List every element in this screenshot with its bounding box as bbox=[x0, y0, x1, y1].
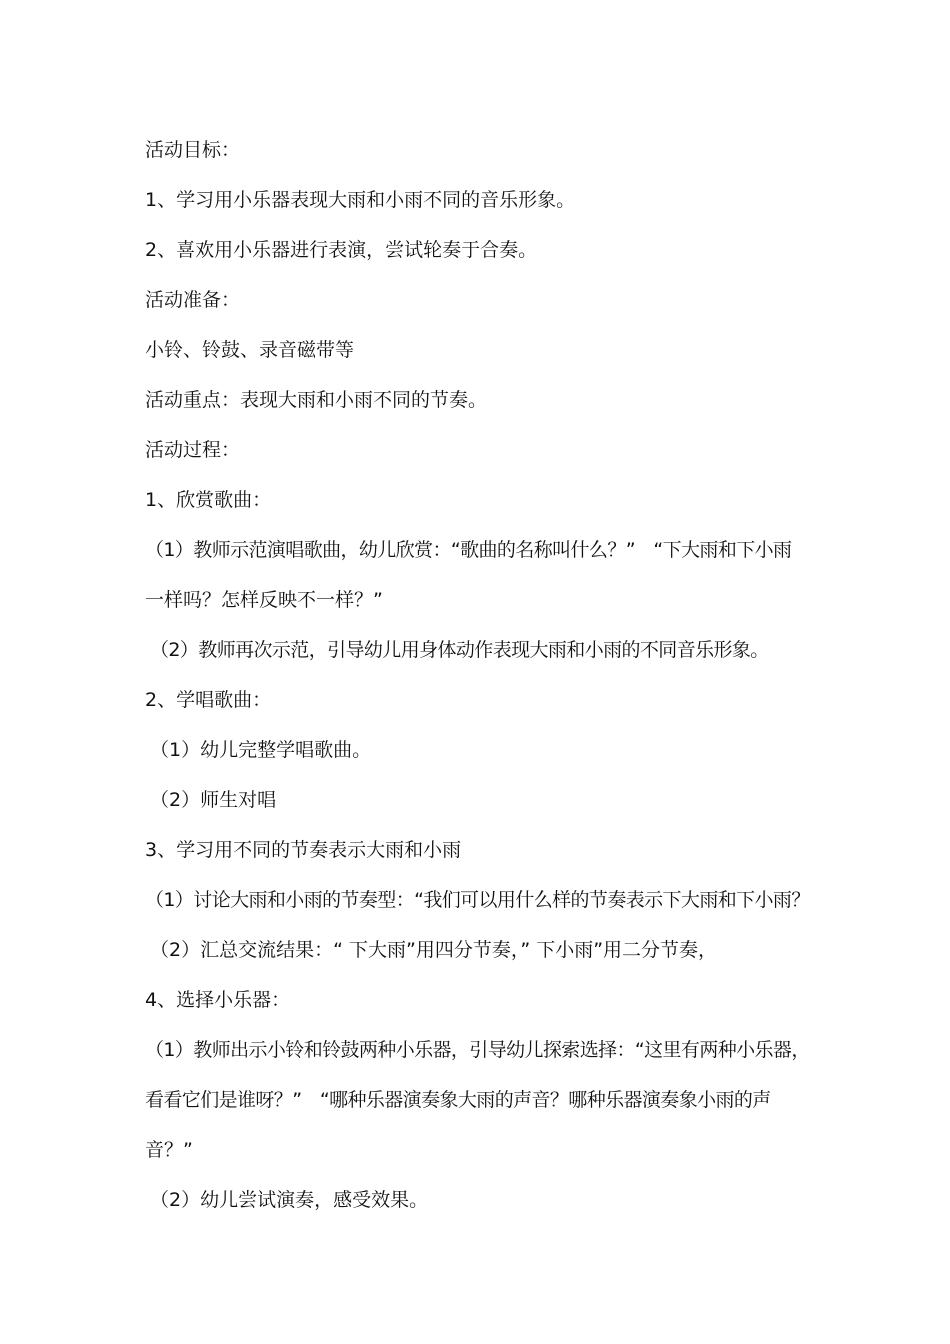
step-4-sub-1-end: 音？” bbox=[145, 1139, 193, 1161]
step-2-sub-2: （2）师生对唱 bbox=[150, 789, 277, 811]
step-4-sub-1: （1）教师出示小铃和铃鼓两种小乐器，引导幼儿探索选择：“这里有两种小乐器， bbox=[145, 1039, 810, 1061]
document-body bbox=[145, 132, 835, 1232]
heading-activity-process: 活动过程： bbox=[145, 439, 241, 461]
step-4-sub-2: （2）幼儿尝试演奏，感受效果。 bbox=[150, 1189, 429, 1211]
activity-focus: 活动重点：表现大雨和小雨不同的节奏。 bbox=[145, 389, 488, 411]
step-1-sub-2: （2）教师再次示范，引导幼儿用身体动作表现大雨和小雨的不同音乐形象。 bbox=[150, 639, 769, 661]
heading-activity-goals: 活动目标： bbox=[145, 139, 241, 161]
step-3-sub-1: （1）讨论大雨和小雨的节奏型：“我们可以用什么样的节奏表示下大雨和下小雨？ bbox=[145, 889, 810, 911]
step-1-sub-1: （1）教师示范演唱歌曲，幼儿欣赏：“歌曲的名称叫什么？” “下大雨和下小雨 bbox=[145, 539, 792, 561]
goal-item-1: 1、学习用小乐器表现大雨和小雨不同的音乐形象。 bbox=[145, 189, 576, 211]
step-2-heading: 2、学唱歌曲： bbox=[145, 689, 272, 711]
step-3-sub-2: （2）汇总交流结果：“ 下大雨”用四分节奏，” 下小雨”用二分节奏， bbox=[150, 939, 718, 961]
step-4-sub-1-continued: 看看它们是谁呀？” “哪种乐器演奏象大雨的声音？哪种乐器演奏象小雨的声 bbox=[145, 1089, 771, 1111]
step-1-sub-1-continued: 一样吗？怎样反映不一样？” bbox=[145, 589, 383, 611]
step-3-heading: 3、学习用不同的节奏表示大雨和小雨 bbox=[145, 839, 462, 861]
step-1-heading: 1、欣赏歌曲： bbox=[145, 489, 272, 511]
goal-item-2: 2、喜欢用小乐器进行表演，尝试轮奏于合奏。 bbox=[145, 239, 538, 261]
step-4-heading: 4、选择小乐器： bbox=[145, 989, 291, 1011]
step-2-sub-1: （1）幼儿完整学唱歌曲。 bbox=[150, 739, 372, 761]
preparation-materials: 小铃、铃鼓、录音磁带等 bbox=[145, 339, 355, 361]
heading-activity-preparation: 活动准备： bbox=[145, 289, 241, 311]
